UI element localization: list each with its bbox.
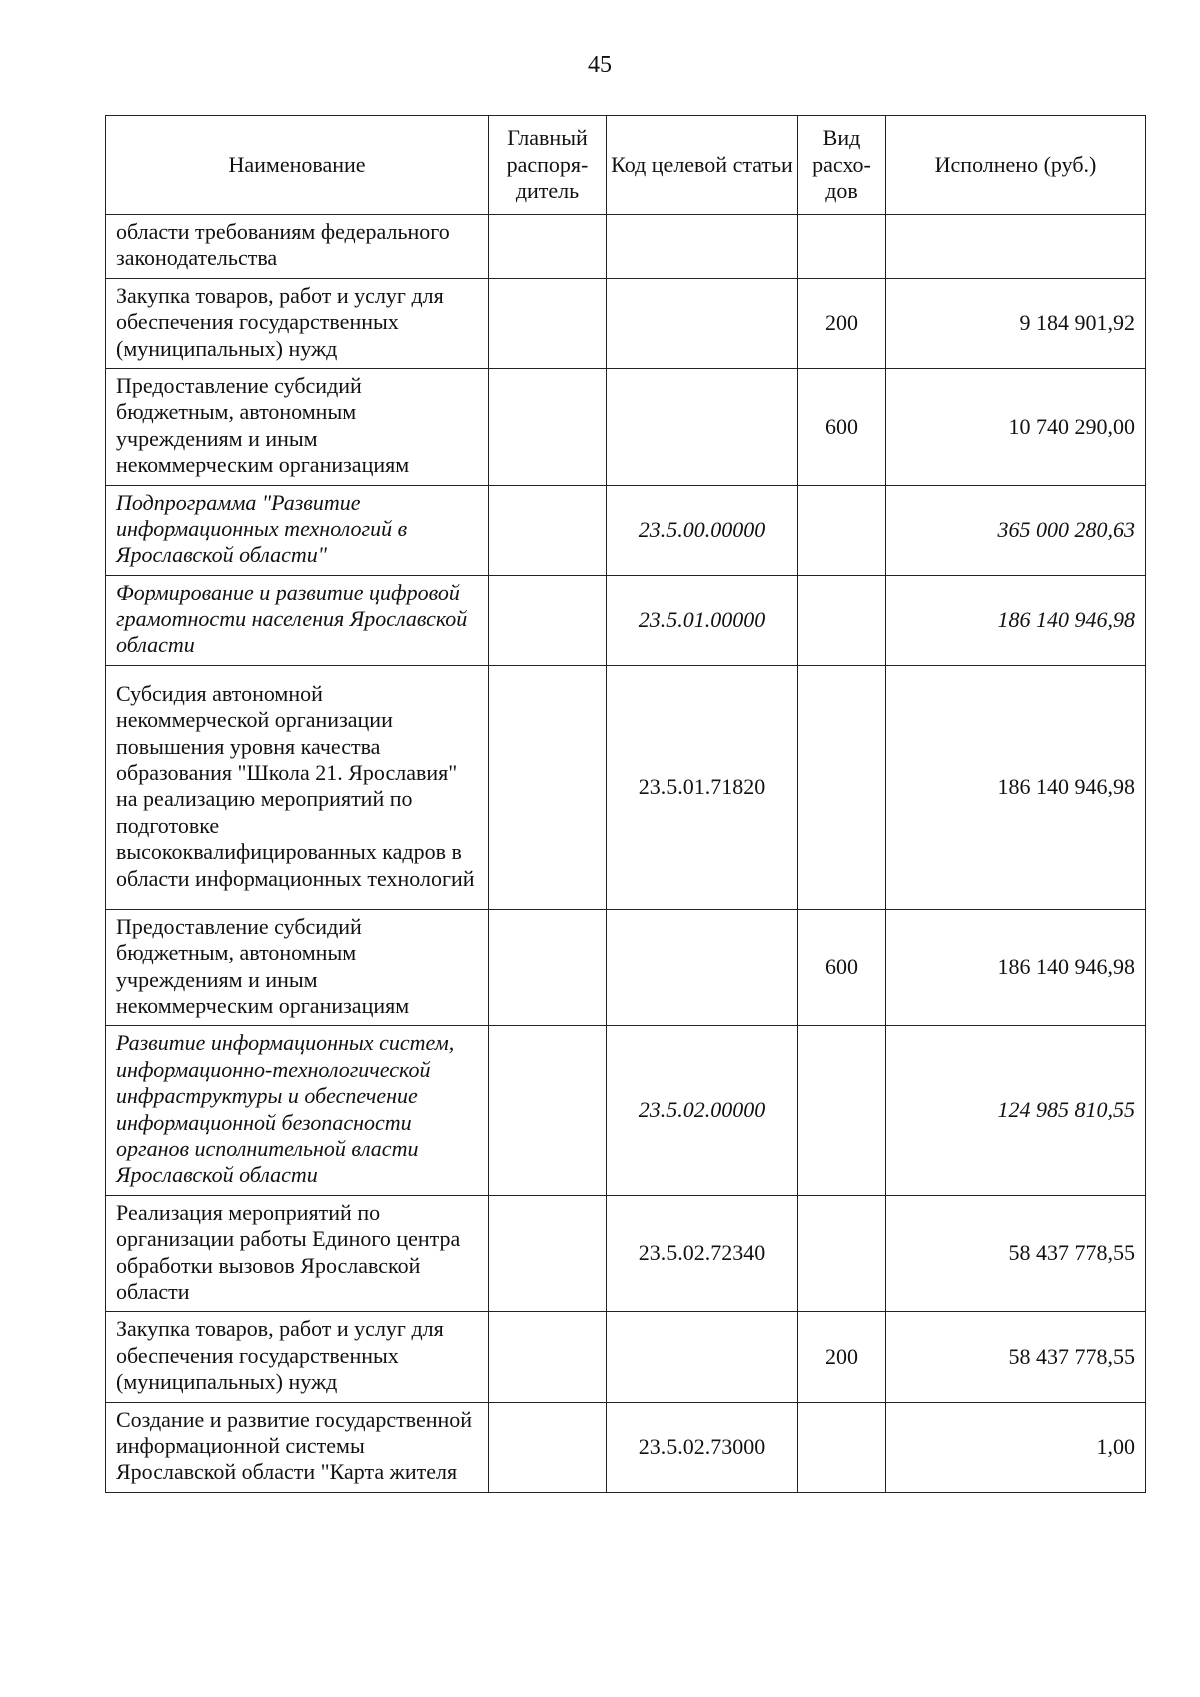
header-manager: Главный распоря-дитель bbox=[489, 116, 607, 215]
row-type-cell: 600 bbox=[798, 368, 886, 485]
row-type-cell bbox=[798, 1195, 886, 1312]
table-row bbox=[106, 1026, 1146, 1195]
row-name-cell: Предоставление субсидий бюджетным, автономным учреждениям и иным некоммерческим организациям bbox=[106, 368, 489, 485]
row-code-cell bbox=[607, 215, 798, 279]
row-type-cell: 200 bbox=[798, 278, 886, 368]
row-name-cell: Субсидия автономной некоммерческой организации повышения уровня качества образования "Школа 21. Ярославия" на реализацию мероприятий по подготовке высококвалифицированных кадров в области информационных технологий bbox=[106, 665, 489, 909]
budget-table bbox=[105, 115, 1146, 1493]
row-amount-cell: 58 437 778,55 bbox=[886, 1312, 1146, 1402]
row-name-cell: Закупка товаров, работ и услуг для обеспечения государственных (муниципальных) нужд bbox=[106, 1312, 489, 1402]
row-type-cell bbox=[798, 1026, 886, 1195]
table-row bbox=[106, 368, 1146, 485]
page-number: 45 bbox=[588, 52, 612, 78]
row-manager-cell bbox=[489, 575, 607, 665]
row-name-cell: Подпрограмма "Развитие информационных технологий в Ярославской области" bbox=[106, 485, 489, 575]
table-row bbox=[106, 665, 1146, 909]
table-row bbox=[106, 485, 1146, 575]
header-amount: Исполнено (руб.) bbox=[886, 116, 1146, 215]
row-type-cell bbox=[798, 1402, 886, 1492]
table-row bbox=[106, 575, 1146, 665]
row-manager-cell bbox=[489, 485, 607, 575]
row-code-cell bbox=[607, 909, 798, 1026]
row-type-cell bbox=[798, 575, 886, 665]
table-row bbox=[106, 1195, 1146, 1312]
row-name-cell: Формирование и развитие цифровой грамотности населения Ярославской области bbox=[106, 575, 489, 665]
row-manager-cell bbox=[489, 1026, 607, 1195]
row-amount-cell: 58 437 778,55 bbox=[886, 1195, 1146, 1312]
row-type-cell bbox=[798, 665, 886, 909]
row-code-cell: 23.5.00.00000 bbox=[607, 485, 798, 575]
row-manager-cell bbox=[489, 368, 607, 485]
row-amount-cell: 10 740 290,00 bbox=[886, 368, 1146, 485]
row-code-cell bbox=[607, 278, 798, 368]
row-amount-cell: 365 000 280,63 bbox=[886, 485, 1146, 575]
row-manager-cell bbox=[489, 1312, 607, 1402]
row-manager-cell bbox=[489, 215, 607, 279]
row-type-cell: 200 bbox=[798, 1312, 886, 1402]
row-manager-cell bbox=[489, 278, 607, 368]
table-row bbox=[106, 1312, 1146, 1402]
table-row bbox=[106, 909, 1146, 1026]
row-name-cell: Развитие информационных систем, информационно-технологической инфраструктуры и обеспечение информационной безопасности органов исполнительной власти Ярославской области bbox=[106, 1026, 489, 1195]
row-name-cell: Закупка товаров, работ и услуг для обеспечения государственных (муниципальных) нужд bbox=[106, 278, 489, 368]
table-header-row bbox=[106, 116, 1146, 215]
header-type: Вид расхо-дов bbox=[798, 116, 886, 215]
header-code: Код целевой статьи bbox=[607, 116, 798, 215]
row-manager-cell bbox=[489, 909, 607, 1026]
row-manager-cell bbox=[489, 1402, 607, 1492]
row-code-cell: 23.5.02.00000 bbox=[607, 1026, 798, 1195]
row-amount-cell bbox=[886, 215, 1146, 279]
row-code-cell: 23.5.02.72340 bbox=[607, 1195, 798, 1312]
row-manager-cell bbox=[489, 1195, 607, 1312]
row-type-cell bbox=[798, 215, 886, 279]
row-code-cell bbox=[607, 1312, 798, 1402]
row-code-cell: 23.5.01.71820 bbox=[607, 665, 798, 909]
table-row bbox=[106, 1402, 1146, 1492]
table-row bbox=[106, 215, 1146, 279]
row-amount-cell: 186 140 946,98 bbox=[886, 909, 1146, 1026]
row-amount-cell: 9 184 901,92 bbox=[886, 278, 1146, 368]
row-amount-cell: 124 985 810,55 bbox=[886, 1026, 1146, 1195]
row-amount-cell: 1,00 bbox=[886, 1402, 1146, 1492]
header-name: Наименование bbox=[106, 116, 489, 215]
row-amount-cell: 186 140 946,98 bbox=[886, 575, 1146, 665]
row-code-cell bbox=[607, 368, 798, 485]
row-type-cell bbox=[798, 485, 886, 575]
row-name-cell: области требованиям федерального законодательства bbox=[106, 215, 489, 279]
row-code-cell: 23.5.02.73000 bbox=[607, 1402, 798, 1492]
row-name-cell: Создание и развитие государственной информационной системы Ярославской области "Карта жителя bbox=[106, 1402, 489, 1492]
row-manager-cell bbox=[489, 665, 607, 909]
row-name-cell: Предоставление субсидий бюджетным, автономным учреждениям и иным некоммерческим организациям bbox=[106, 909, 489, 1026]
row-name-cell: Реализация мероприятий по организации работы Единого центра обработки вызовов Ярославской области bbox=[106, 1195, 489, 1312]
row-type-cell: 600 bbox=[798, 909, 886, 1026]
table-row bbox=[106, 278, 1146, 368]
row-amount-cell: 186 140 946,98 bbox=[886, 665, 1146, 909]
row-code-cell: 23.5.01.00000 bbox=[607, 575, 798, 665]
